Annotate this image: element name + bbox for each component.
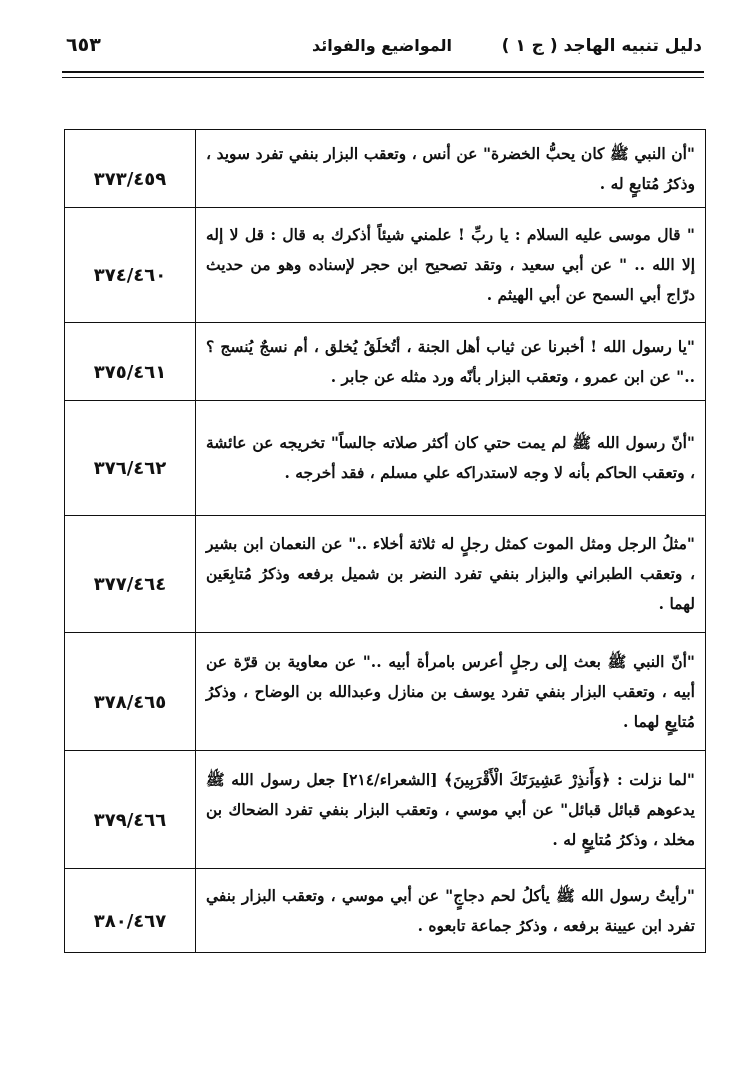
table-row (65, 869, 706, 953)
table-row (65, 633, 706, 751)
entry-text: "مثلُ الرجل ومثل الموت كمثل رجلٍ له ثلاثة أخلاء .." عن النعمان ابن بشير ، وتعقب الطبراني والبزار بنفي تفرد النضر بن شميل برفعه وذكرُ مُتابِعَين لهما . (196, 516, 706, 633)
entry-text: "يا رسول الله ! أخبرنا عن ثياب أهل الجنة ، أتُخلَقُ يُخلق ، أم نسجٌ يُنسج ؟ .." عن ابن عمرو ، وتعقب البزار بأنّه ورد مثله عن جابر . (196, 323, 706, 401)
header-rule-thin (62, 77, 704, 78)
entry-reference: ٣٧٨/٤٦٥ (65, 633, 196, 751)
entry-reference: ٣٧٧/٤٦٤ (65, 516, 196, 633)
entry-text: "أنّ النبي ﷺ بعث إلى رجلٍ أعرس بامرأة أبيه .." عن معاوية بن قرّة عن أبيه ، وتعقب البزار بنفي تفرد يوسف بن منازل وعبدالله بن الوضاح ، وذكرُ مُتابِعٍ لهما . (196, 633, 706, 751)
table-row (65, 208, 706, 323)
table-row (65, 516, 706, 633)
entry-reference: ٣٧٥/٤٦١ (65, 323, 196, 401)
entry-text: " قال موسى عليه السلام : يا ربِّ ! علمني شيئاً أذكرك به قال : قل لا إله إلا الله .. " عن أبي سعيد ، وتقد تصحيح ابن حجر لإسناده وهو من حديث درّاج أبي السمح عن أبي الهيثم . (196, 208, 706, 323)
entry-text: "رأيتُ رسول الله ﷺ يأكلُ لحم دجاجٍ" عن أبي موسي ، وتعقب البزار بنفي تفرد ابن عيينة برفعه ، وذكرُ جماعة تابعوه . (196, 869, 706, 953)
entry-text: "أنّ رسول الله ﷺ لم يمت حتي كان أكثر صلاته جالساً" تخريجه عن عائشة ، وتعقب الحاكم بأنه لا وجه لاستدراكه علي مسلم ، فقد أخرجه . (196, 401, 706, 516)
book-title: دليل تنبيه الهاجد ( ج ١ ) (501, 36, 702, 56)
entries-table (64, 129, 706, 953)
entry-text: "أن النبي ﷺ كان يحبُّ الخضرة" عن أنس ، وتعقب البزار بنفي تفرد سويد ، وذكرُ مُتابعٍ له . (196, 130, 706, 208)
page-number: ٦٥٣ (66, 34, 101, 56)
page-header (62, 30, 702, 70)
table-row (65, 130, 706, 208)
table-row (65, 323, 706, 401)
entry-reference: ٣٧٦/٤٦٢ (65, 401, 196, 516)
table-row (65, 401, 706, 516)
entry-reference: ٣٧٤/٤٦٠ (65, 208, 196, 323)
entry-reference: ٣٧٣/٤٥٩ (65, 130, 196, 208)
section-title: المواضيع والفوائد (312, 36, 452, 55)
entry-reference: ٣٧٩/٤٦٦ (65, 751, 196, 869)
entry-reference: ٣٨٠/٤٦٧ (65, 869, 196, 953)
table-row (65, 751, 706, 869)
header-rule-thick (62, 71, 704, 73)
entry-text: "لما نزلت : ﴿وَأَنذِرْ عَشِيرَتَكَ الْأَقْرَبِينَ﴾ [الشعراء/٢١٤] جعل رسول الله ﷺ يدعوهم قبائل قبائل" عن أبي موسي ، وتعقب البزار بنفي تفرد الضحاك بن مخلد ، وذكرُ مُتابِعٍ له . (196, 751, 706, 869)
